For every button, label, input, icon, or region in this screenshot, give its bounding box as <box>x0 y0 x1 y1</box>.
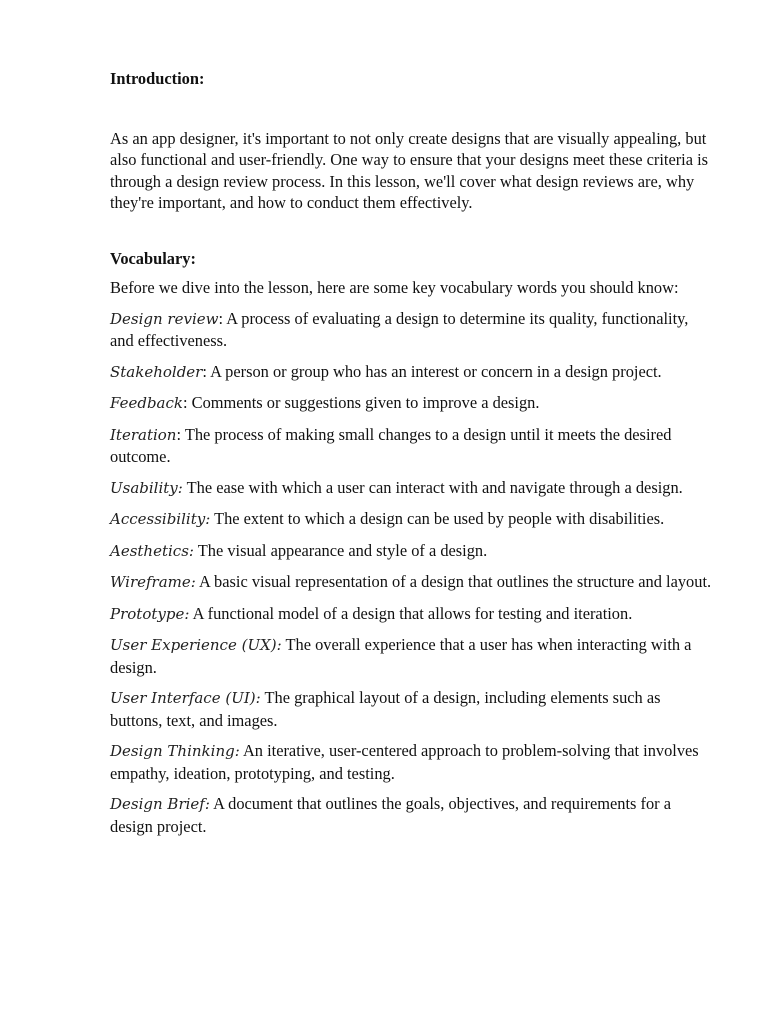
vocabulary-term: Feedback <box>110 394 183 412</box>
vocabulary-item <box>110 392 715 415</box>
vocabulary-term: Iteration <box>110 425 177 444</box>
vocabulary-definition: The graphical layout of a design, including elements such as buttons, text, and images. <box>110 688 661 730</box>
vocabulary-definition: The ease with which a user can interact with and navigate through a design. <box>182 477 683 497</box>
introduction-heading: Introduction: <box>110 69 205 88</box>
vocabulary-term: Prototype: <box>110 604 190 623</box>
vocabulary-item <box>110 540 715 563</box>
vocabulary-lead-paragraph: Before we dive into the lesson, here are some key vocabulary words you should know: <box>110 278 679 297</box>
vocabulary-item <box>110 308 715 352</box>
vocabulary-definition: The process of making small changes to a design until it meets the desired outcome. <box>110 424 672 466</box>
vocabulary-definition: A document that outlines the goals, objectives, and requirements for a design project. <box>110 794 672 836</box>
vocabulary-separator: : <box>182 393 188 412</box>
vocabulary-definition: A process of evaluating a design to determine its quality, functionality, and effectiveness. <box>110 308 689 350</box>
vocabulary-term: Wireframe: <box>110 573 196 591</box>
vocabulary-definition: The visual appearance and style of a design. <box>193 540 488 560</box>
vocabulary-item <box>110 424 715 468</box>
vocabulary-item <box>110 361 715 384</box>
vocabulary-item <box>110 740 715 784</box>
vocabulary-definition: A person or group who has an interest or concern in a design project. <box>206 361 662 381</box>
vocabulary-term: Stakeholder <box>110 362 203 381</box>
vocabulary-definition: A basic visual representation of a design that outlines the structure and layout. <box>195 572 712 591</box>
vocabulary-definition: A functional model of a design that allows for testing and iteration. <box>189 603 633 623</box>
vocabulary-term: User Interface (UI): <box>110 689 261 707</box>
vocabulary-heading: Vocabulary: <box>110 248 196 268</box>
vocabulary-term: User Experience (UX): <box>110 636 282 654</box>
vocabulary-term: Design Brief: <box>110 795 210 813</box>
vocabulary-definition: Comments or suggestions given to improve a design. <box>187 393 540 412</box>
vocabulary-separator: : <box>218 308 224 328</box>
vocabulary-list <box>110 308 715 838</box>
vocabulary-term: Design review <box>110 309 219 328</box>
vocabulary-item <box>110 687 715 731</box>
vocabulary-term: Design Thinking: <box>110 742 240 760</box>
vocabulary-item <box>110 571 715 594</box>
vocabulary-definition: The extent to which a design can be used by people with disabilities. <box>210 509 665 528</box>
vocabulary-definition: The overall experience that a user has when interacting with a design. <box>110 635 692 677</box>
vocabulary-item <box>110 477 715 500</box>
vocabulary-separator: : <box>176 424 182 444</box>
vocabulary-item <box>110 793 715 837</box>
vocabulary-definition: An iterative, user-centered approach to problem-solving that involves empathy, ideation, prototyping, and testing. <box>110 741 699 783</box>
vocabulary-term: Aesthetics: <box>110 541 194 560</box>
vocabulary-item <box>110 603 715 626</box>
introduction-paragraph: As an app designer, it's important to not only create designs that are visually appealing, but also functional and user-friendly. One way to ensure that your designs meet these criteria is through a design review process. In this lesson, we'll cover what design reviews are, why they're important, and how to conduct them effectively. <box>110 128 709 212</box>
vocabulary-term: Usability: <box>110 478 183 497</box>
vocabulary-item <box>110 508 715 531</box>
document-page <box>110 68 715 846</box>
vocabulary-separator: : <box>202 361 207 381</box>
vocabulary-item <box>110 634 715 678</box>
vocabulary-term: Accessibility: <box>110 510 211 528</box>
